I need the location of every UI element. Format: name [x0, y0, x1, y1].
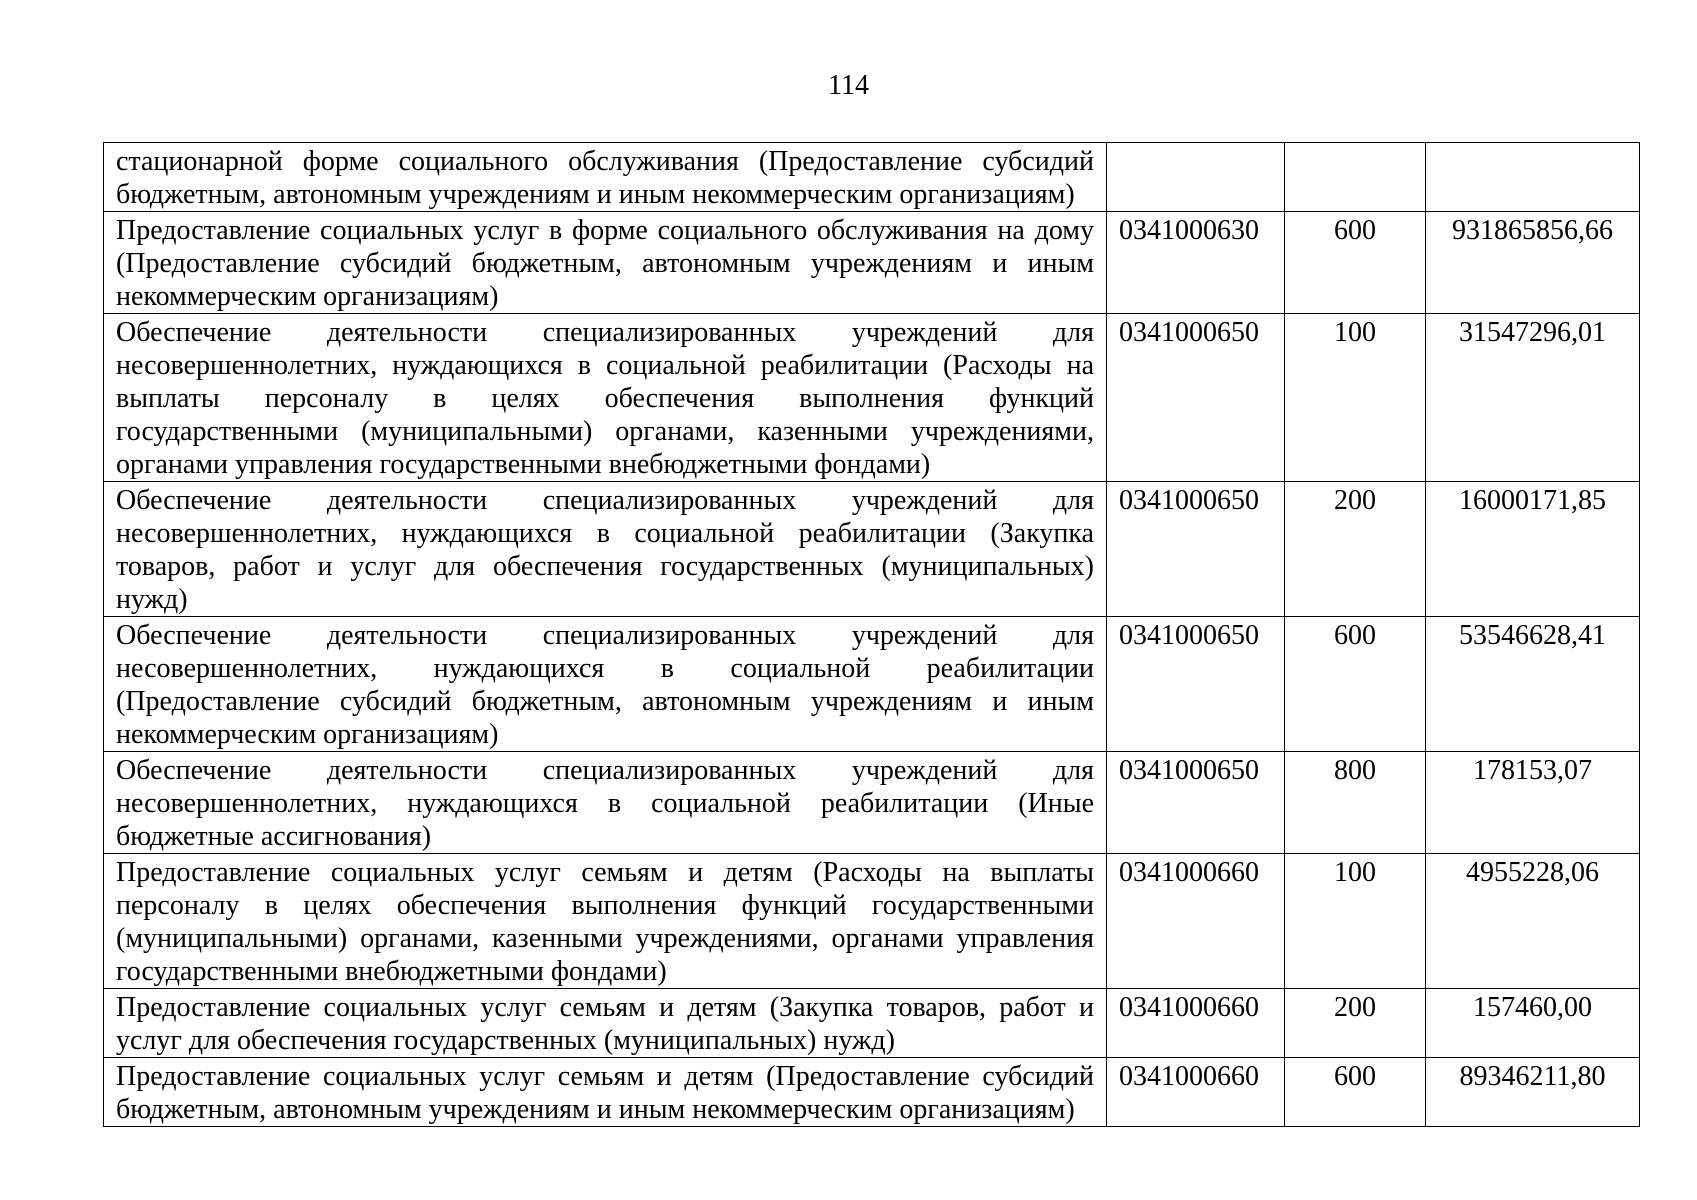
table-row — [104, 1058, 1640, 1127]
row-description: стационарной форме социального обслуживания (Предоставление субсидий бюджетным, автономным учреждениям и иным некоммерческим организациям) — [104, 143, 1107, 212]
table-row — [104, 989, 1640, 1058]
row-target-code: 0341000660 — [1107, 854, 1285, 989]
row-amount: 157460,00 — [1426, 989, 1640, 1058]
page-number: 114 — [828, 70, 869, 101]
row-expense-type: 200 — [1285, 989, 1426, 1058]
row-expense-type: 200 — [1285, 482, 1426, 617]
row-expense-type: 800 — [1285, 752, 1426, 854]
row-amount: 53546628,41 — [1426, 617, 1640, 752]
row-target-code: 0341000650 — [1107, 617, 1285, 752]
table-row — [104, 314, 1640, 482]
row-expense-type: 100 — [1285, 314, 1426, 482]
row-amount — [1426, 143, 1640, 212]
row-amount: 89346211,80 — [1426, 1058, 1640, 1127]
row-description: Обеспечение деятельности специализированных учреждений для несовершеннолетних, нуждающихся в социальной реабилитации (Предоставление субсидий бюджетным, автономным учреждениям и иным некоммерческим организациям) — [104, 617, 1107, 752]
row-expense-type: 600 — [1285, 212, 1426, 314]
row-amount: 16000171,85 — [1426, 482, 1640, 617]
table-row — [104, 752, 1640, 854]
row-target-code: 0341000630 — [1107, 212, 1285, 314]
row-description: Предоставление социальных услуг семьям и детям (Расходы на выплаты персоналу в целях обеспечения выполнения функций государственными (муниципальными) органами, казенными учреждениями, органами управления государственными внебюджетными фондами) — [104, 854, 1107, 989]
row-description: Обеспечение деятельности специализированных учреждений для несовершеннолетних, нуждающихся в социальной реабилитации (Закупка товаров, работ и услуг для обеспечения государственных (муниципальных) нужд) — [104, 482, 1107, 617]
table-row — [104, 212, 1640, 314]
row-expense-type: 100 — [1285, 854, 1426, 989]
row-amount: 178153,07 — [1426, 752, 1640, 854]
row-description: Предоставление социальных услуг в форме социального обслуживания на дому (Предоставление субсидий бюджетным, автономным учреждениям и иным некоммерческим организациям) — [104, 212, 1107, 314]
row-amount: 4955228,06 — [1426, 854, 1640, 989]
table-row — [104, 143, 1640, 212]
row-expense-type: 600 — [1285, 617, 1426, 752]
row-target-code: 0341000650 — [1107, 752, 1285, 854]
row-target-code: 0341000660 — [1107, 1058, 1285, 1127]
row-description: Обеспечение деятельности специализированных учреждений для несовершеннолетних, нуждающихся в социальной реабилитации (Расходы на выплаты персоналу в целях обеспечения выполнения функций государственными (муниципальными) органами, казенными учреждениями, органами управления государственными внебюджетными фондами) — [104, 314, 1107, 482]
row-expense-type: 600 — [1285, 1058, 1426, 1127]
table-row — [104, 617, 1640, 752]
row-target-code: 0341000650 — [1107, 482, 1285, 617]
row-target-code — [1107, 143, 1285, 212]
row-amount: 31547296,01 — [1426, 314, 1640, 482]
table-row — [104, 482, 1640, 617]
row-description: Предоставление социальных услуг семьям и детям (Предоставление субсидий бюджетным, автономным учреждениям и иным некоммерческим организациям) — [104, 1058, 1107, 1127]
row-target-code: 0341000650 — [1107, 314, 1285, 482]
row-amount: 931865856,66 — [1426, 212, 1640, 314]
budget-table — [103, 142, 1640, 1127]
row-description: Предоставление социальных услуг семьям и детям (Закупка товаров, работ и услуг для обеспечения государственных (муниципальных) нужд) — [104, 989, 1107, 1058]
row-expense-type — [1285, 143, 1426, 212]
row-description: Обеспечение деятельности специализированных учреждений для несовершеннолетних, нуждающихся в социальной реабилитации (Иные бюджетные ассигнования) — [104, 752, 1107, 854]
row-target-code: 0341000660 — [1107, 989, 1285, 1058]
table-row — [104, 854, 1640, 989]
